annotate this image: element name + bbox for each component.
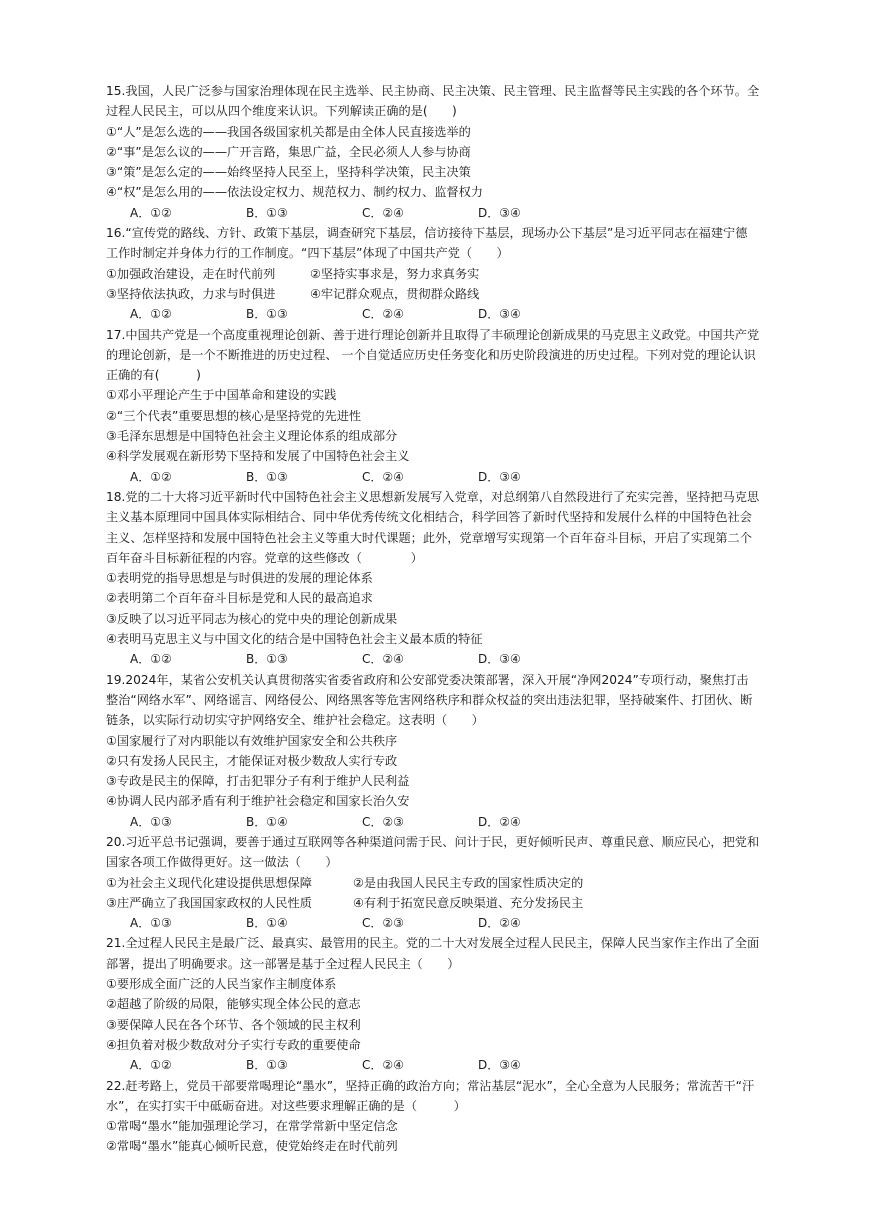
question-stem: 18.党的二十大将习近平新时代中国特色社会主义思想新发展写入党章，对总纲第八自然段进行了充实完善，坚持把马克思 <box>106 489 760 504</box>
question-text-line: 主义、怎样坚持和发展中国特色社会主义等重大时代课题；此外，党章增写实现第一个百年奋斗目标，开启了实现第二个 <box>106 530 752 545</box>
statement-item: ④牢记群众观点，贯彻群众路线 <box>310 286 480 301</box>
answer-options <box>106 812 770 832</box>
statement-pair-row <box>106 873 770 893</box>
question-stem: 15.我国，人民广泛参与国家治理体现在民主选举、民主协商、民主决策、民主管理、民主监督等民主实践的各个环节。全 <box>106 84 760 98</box>
question-text-line: ②表明第二个百年奋斗目标是党和人民的最高追求 <box>106 591 373 606</box>
question-text-line: ①国家履行了对内职能以有效维护国家安全和公共秩序 <box>106 733 398 748</box>
question-block <box>106 81 770 223</box>
option-c: C．②④ <box>362 205 404 220</box>
answer-options <box>106 1055 770 1075</box>
option-b: B．①③ <box>246 1058 288 1073</box>
option-c: C．②④ <box>362 1058 404 1073</box>
option-c: C．②③ <box>362 916 404 931</box>
answer-options <box>106 203 770 223</box>
question-text-line: 整治“网络水军”、网络谣言、网络侵公、网络黑客等危害网络秩序和群众权益的突出违法犯罪，坚持破案件、打团伙、断 <box>106 692 753 707</box>
statement-item: ②坚持实事求是，努力求真务实 <box>310 266 480 281</box>
option-d: D．③④ <box>478 307 521 322</box>
questions-area <box>106 81 770 1157</box>
question-text-line: ④“权”是怎么用的——依法设定权力、规范权力、制约权力、监督权力 <box>106 185 483 200</box>
question-text-line: ①表明党的指导思想是与时俱进的发展的理论体系 <box>106 571 373 586</box>
statement-item: ③庄严确立了我国国家政权的人民性质 <box>106 895 312 910</box>
question-text-line: ③“策”是怎么定的——始终坚持人民至上，坚持科学决策，民主决策 <box>106 165 471 180</box>
option-d: D．③④ <box>478 1058 521 1073</box>
option-c: C．②④ <box>362 652 404 667</box>
answer-options <box>106 467 770 487</box>
answer-options <box>106 649 770 669</box>
statement-item: ②是由我国人民民主专政的国家性质决定的 <box>353 875 584 890</box>
question-text-line: 链条，以实际行动切实守护网络安全、维护社会稳定。这表明（ ） <box>106 713 484 728</box>
question-text-line: ②超越了阶级的局限，能够实现全体公民的意志 <box>106 997 361 1012</box>
option-a: A．①③ <box>130 814 172 829</box>
question-text-line: 国家各项工作做得更好。这一做法（ ） <box>106 855 338 870</box>
answer-options <box>106 304 770 324</box>
question-text-line: 的理论创新，是一个不断推进的历史过程、 一个自觉适应历史任务变化和历史阶段演进的历史过程。下列对党的理论认识 <box>106 347 756 362</box>
question-stem: 19.2024年，某省公安机关认真贯彻落实省委省政府和公安部党委决策部署，深入开展“净网2024”专项行动，聚焦打击 <box>106 672 749 687</box>
question-stem: 21.全过程人民民主是最广泛、最真实、最管用的民主。党的二十大对发展全过程人民民主，保障人民当家作主作出了全面 <box>106 936 760 951</box>
question-block <box>106 1076 770 1157</box>
question-stem: 17.中国共产党是一个高度重视理论创新、善于进行理论创新并且取得了丰硕理论创新成果的马克思主义政党。中国共产党 <box>106 327 760 342</box>
question-text-line: ④科学发展观在新形势下坚持和发展了中国特色社会主义 <box>106 449 410 464</box>
question-text-line: ③反映了以习近平同志为核心的党中央的理论创新成果 <box>106 611 398 626</box>
statement-item: ①为社会主义现代化建设提供思想保障 <box>106 875 312 890</box>
option-a: A．①② <box>130 205 172 220</box>
question-text-line: 工作时制定并身体力行的工作制度。“四下基层”体现了中国共产党（ ） <box>106 246 509 261</box>
question-text-line: 正确的有( ) <box>106 368 201 383</box>
question-block <box>106 223 770 324</box>
option-a: A．①② <box>130 652 172 667</box>
question-block <box>106 325 770 487</box>
question-text-line: ③毛泽东思想是中国特色社会主义理论体系的组成部分 <box>106 429 398 444</box>
question-text-line: 百年奋斗目标新征程的内容。党章的这些修改（ ） <box>106 550 423 565</box>
option-b: B．①④ <box>246 916 288 931</box>
option-c: C．②④ <box>362 469 404 484</box>
question-text-line: ②只有发扬人民民主，才能保证对极少数敌人实行专政 <box>106 753 398 768</box>
statement-pair-row <box>106 264 770 284</box>
statement-pair-row <box>106 893 770 913</box>
question-text-line: 过程人民民主，可以从四个维度来认识。下列解读正确的是( ) <box>106 104 457 119</box>
question-text-line: ④协调人民内部矛盾有利于维护社会稳定和国家长治久安 <box>106 794 410 809</box>
option-d: D．②④ <box>478 916 521 931</box>
answer-options <box>106 913 770 933</box>
option-b: B．①③ <box>246 652 288 667</box>
option-b: B．①③ <box>246 205 288 220</box>
question-text-line: 部署，提出了明确要求。这一部署是基于全过程人民民主（ ） <box>106 956 460 971</box>
statement-item: ④有利于拓宽民意反映渠道、充分发扬民主 <box>353 895 584 910</box>
question-block <box>106 670 770 832</box>
question-block <box>106 832 770 933</box>
question-text-line: 主义基本原理同中国具体实际相结合、同中华优秀传统文化相结合，科学回答了新时代坚持和发展什么样的中国特色社会 <box>106 510 752 525</box>
question-text-line: 水”，在实打实干中砥砺奋进。对这些要求理解正确的是（ ） <box>106 1098 466 1113</box>
question-stem: 22.赶考路上，党员干部要常喝理论“墨水”，坚持正确的政治方向；常沾基层“泥水”，全心全意为人民服务；常流苦干“汗 <box>106 1078 755 1093</box>
option-b: B．①③ <box>246 307 288 322</box>
option-a: A．①② <box>130 307 172 322</box>
option-d: D．③④ <box>478 205 521 220</box>
option-d: D．③④ <box>478 469 521 484</box>
statement-item: ①加强政治建设，走在时代前列 <box>106 266 276 281</box>
question-text-line: ②“事”是怎么议的——广开言路，集思广益，全民必须人人参与协商 <box>106 144 471 159</box>
question-text-line: ③专政是民主的保障，打击犯罪分子有利于维护人民利益 <box>106 774 410 789</box>
question-text-line: ①要形成全面广泛的人民当家作主制度体系 <box>106 977 337 992</box>
question-text-line: ④表明马克思主义与中国文化的结合是中国特色社会主义最本质的特征 <box>106 632 483 647</box>
question-text-line: ①常喝“墨水”能加强理论学习，在常学常新中坚定信念 <box>106 1119 398 1134</box>
question-block <box>106 487 770 670</box>
question-block <box>106 933 770 1075</box>
option-d: D．③④ <box>478 652 521 667</box>
question-stem: 20.习近平总书记强调，要善于通过互联网等各种渠道问需于民、问计于民，更好倾听民声、尊重民意、顺应民心，把党和 <box>106 834 760 849</box>
question-text-line: ①邓小平理论产生于中国革命和建设的实践 <box>106 388 337 403</box>
statement-pair-row <box>106 284 770 304</box>
option-a: A．①③ <box>130 916 172 931</box>
statement-item: ③坚持依法执政，力求与时俱进 <box>106 286 276 301</box>
option-c: C．②④ <box>362 307 404 322</box>
option-b: B．①③ <box>246 469 288 484</box>
option-a: A．①② <box>130 1058 172 1073</box>
option-a: A．①② <box>130 469 172 484</box>
question-text-line: ②常喝“墨水”能真心倾听民意，使党始终走在时代前列 <box>106 1139 398 1154</box>
option-c: C．②③ <box>362 814 404 829</box>
option-b: B．①④ <box>246 814 288 829</box>
question-text-line: ①“人”是怎么选的——我国各级国家机关都是由全体人民直接选举的 <box>106 124 471 139</box>
question-text-line: ③要保障人民在各个环节、各个领域的民主权利 <box>106 1017 361 1032</box>
option-d: D．②④ <box>478 814 521 829</box>
question-stem: 16.“宣传党的路线、方针、政策下基层，调查研究下基层，信访接待下基层，现场办公下基层”是习近平同志在福建宁德 <box>106 226 748 241</box>
question-text-line: ④担负着对极少数敌对分子实行专政的重要使命 <box>106 1037 361 1052</box>
question-text-line: ②“三个代表”重要思想的核心是坚持党的先进性 <box>106 408 362 423</box>
